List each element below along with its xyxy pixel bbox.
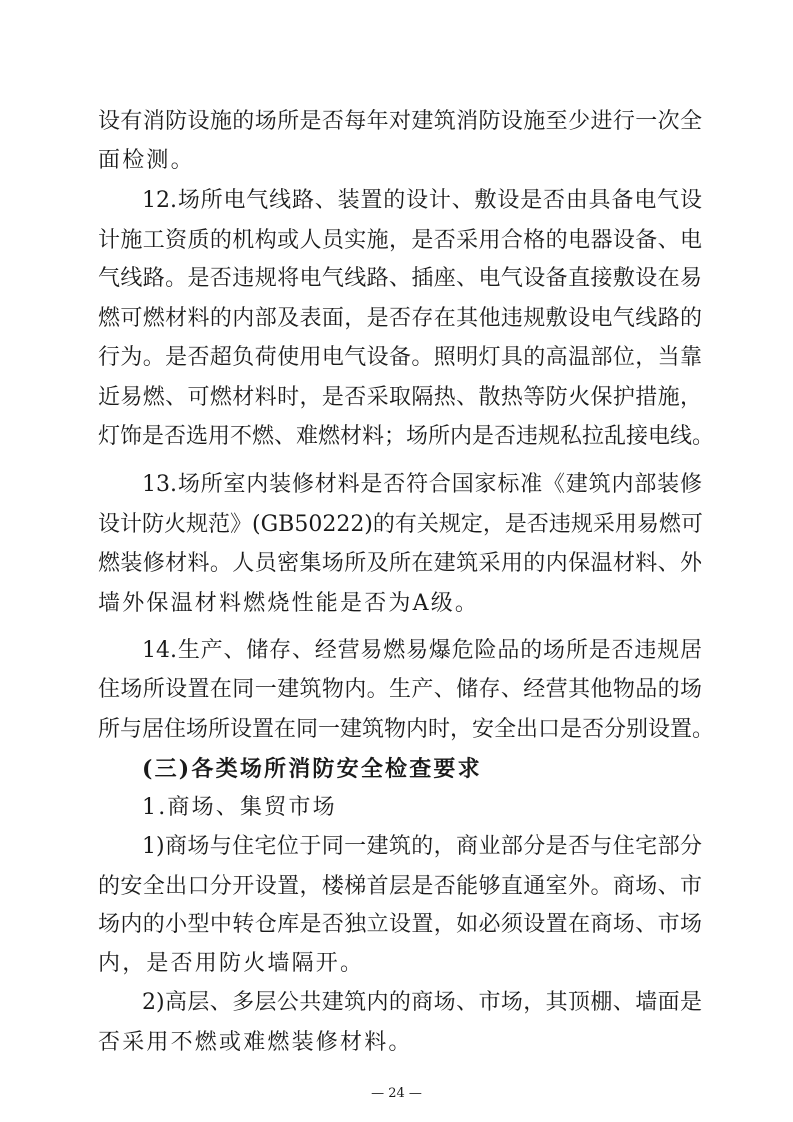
text-line: 行为。是否超负荷使用电气设备。照明灯具的高温部位，当靠 bbox=[98, 345, 702, 370]
text-line: 场内的小型中转仓库是否独立设置，如必须设置在商场、市场 bbox=[98, 912, 702, 937]
text-line: 所与居住场所设置在同一建筑物内时，安全出口是否分别设置。 bbox=[98, 717, 715, 742]
text-line: 计施工资质的机构或人员实施，是否采用合格的电器设备、电 bbox=[98, 228, 702, 253]
text-line: 1)商场与住宅位于同一建筑的，商业部分是否与住宅部分 bbox=[142, 834, 702, 859]
text-line: 设计防火规范》(GB50222)的有关规定，是否违规采用易燃可 bbox=[98, 512, 703, 537]
text-line: 气线路。是否违规将电气线路、插座、电气设备直接敷设在易 bbox=[98, 266, 702, 291]
text-line: 燃装修材料。人员密集场所及所在建筑采用的内保温材料、外 bbox=[98, 551, 702, 576]
text-line: 灯饰是否选用不燃、难燃材料；场所内是否违规私拉乱接电线。 bbox=[98, 424, 715, 449]
page-number: — 24 — bbox=[371, 1086, 422, 1101]
text-line: 内，是否用防火墙隔开。 bbox=[98, 951, 365, 976]
text-line: 否采用不燃或难燃装修材料。 bbox=[98, 1030, 413, 1055]
text-line: 住场所设置在同一建筑物内。生产、储存、经营其他物品的场 bbox=[98, 677, 702, 702]
section-heading: (三)各类场所消防安全检查要求 bbox=[142, 756, 482, 782]
text-line: 设有消防设施的场所是否每年对建筑消防设施至少进行一次全 bbox=[98, 109, 702, 134]
text-line: 燃可燃材料的内部及表面，是否存在其他违规敷设电气线路的 bbox=[98, 306, 702, 331]
text-line: 13.场所室内装修材料是否符合国家标准《建筑内部装修 bbox=[142, 472, 702, 497]
text-line: 近易燃、可燃材料时，是否采取隔热、散热等防火保护措施， bbox=[98, 385, 702, 410]
text-line: 墙外保温材料燃烧性能是否为A级。 bbox=[98, 591, 480, 616]
text-line: 面检测。 bbox=[98, 148, 195, 173]
text-line: 2)高层、多层公共建筑内的商场、市场，其顶棚、墙面是 bbox=[142, 990, 702, 1015]
text-line: 12.场所电气线路、装置的设计、敷设是否由具备电气设 bbox=[142, 188, 702, 213]
text-line: 14.生产、储存、经营易燃易爆危险品的场所是否违规居 bbox=[142, 638, 702, 663]
text-line: 1.商场、集贸市场 bbox=[142, 795, 337, 820]
text-line: 的安全出口分开设置，楼梯首层是否能够直通室外。商场、市 bbox=[98, 874, 702, 899]
